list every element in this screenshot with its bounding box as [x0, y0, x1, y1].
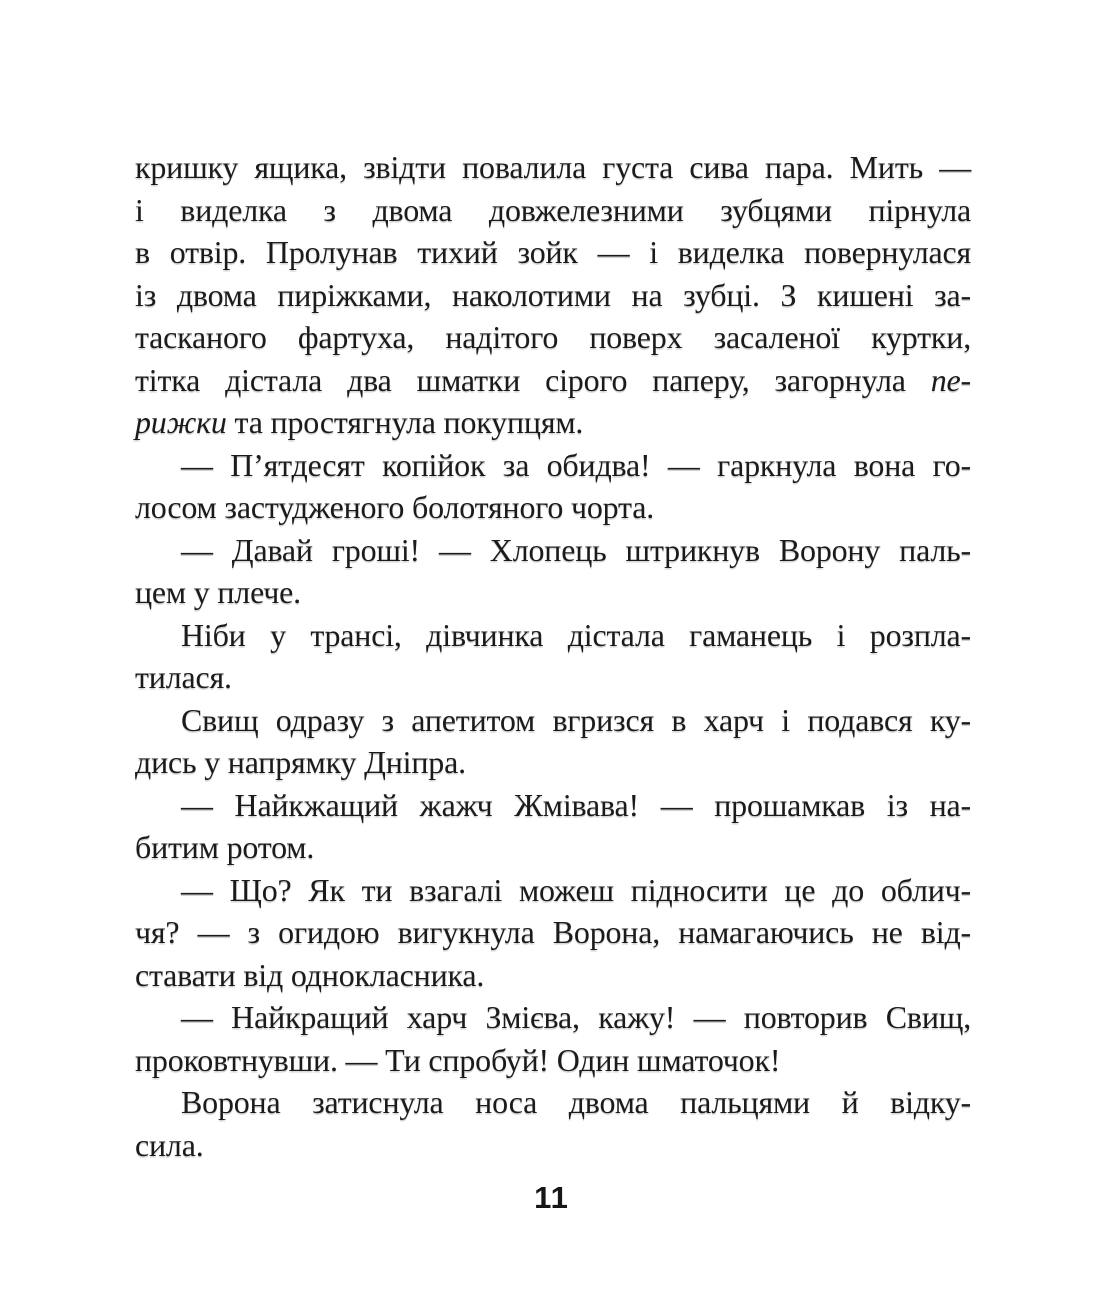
text-segment: — Що? Як ти взагалі можеш підносити це до облич-: [181, 871, 971, 908]
text-segment: проковтнувши. — Ти спробуй! Один шматочок!: [135, 1041, 781, 1078]
text-segment: лосом застудженого болотяного чорта.: [135, 489, 655, 525]
text-segment: Ворона затиснула носа двома пальцями й відку-: [181, 1084, 971, 1120]
text-line: [135, 656, 971, 699]
text-line: [135, 189, 971, 232]
text-line: [135, 359, 971, 402]
text-segment: та простягнула покупцям.: [226, 404, 584, 440]
text-line: [135, 231, 971, 274]
text-line: [135, 316, 971, 359]
text-line: [135, 996, 971, 1039]
text-segment: кришку ящика, звідти повалила густа сива пара. Мить —: [135, 149, 971, 185]
italic-text-segment: пе-: [930, 361, 971, 398]
text-segment: тилася.: [135, 659, 232, 695]
text-line: [135, 274, 971, 317]
text-segment: — Давай гроші! — Хлопець штрикнув Ворону паль-: [181, 531, 971, 568]
text-segment: із двома пиріжками, наколотими на зубці. З кишені за-: [135, 276, 971, 313]
text-segment: тітка дістала два шматки сірого паперу, загорнула: [135, 361, 931, 398]
text-segment: — Найкжащий жажч Жмівава! — прошамкав із на-: [181, 786, 971, 823]
page-text: [135, 146, 971, 1166]
text-line: [135, 146, 971, 189]
text-segment: тасканого фартуха, надітого поверх засаленої куртки,: [135, 319, 971, 355]
text-segment: — П’ятдесят копійок за обидва! — гаркнула вона го-: [181, 446, 971, 483]
text-line: [135, 614, 971, 657]
text-line: [135, 1039, 971, 1082]
text-segment: сила.: [135, 1126, 204, 1163]
italic-text-segment: рижки: [135, 404, 227, 440]
text-line: [135, 444, 971, 487]
text-line: [135, 1081, 971, 1124]
text-line: [135, 741, 971, 784]
text-segment: дись у напрямку Дніпра.: [135, 744, 466, 780]
text-line: [135, 869, 971, 912]
text-line: [135, 911, 971, 954]
text-segment: і виделка з двома довжелезними зубцями пірнула: [135, 191, 971, 228]
text-segment: Ніби у трансі, дівчинка дістала гаманець і розпла-: [181, 616, 971, 653]
page-number: 11: [534, 1180, 569, 1215]
text-segment: в отвір. Пролунав тихий зойк — і виделка повернулася: [135, 234, 971, 270]
text-segment: ставати від однокласника.: [135, 956, 485, 993]
text-line: [135, 954, 971, 997]
text-line: [135, 571, 971, 614]
text-line: [135, 529, 971, 572]
text-segment: цем у плече.: [135, 574, 301, 610]
text-line: [135, 826, 971, 869]
text-segment: чя? — з огидою вигукнула Ворона, намагаючись не від-: [135, 914, 971, 950]
text-segment: Свищ одразу з апетитом вгризся в харч і подався ку-: [181, 701, 971, 738]
text-line: [135, 1124, 971, 1167]
text-segment: — Найкращий харч Змієва, кажу! — повторив Свищ,: [181, 999, 971, 1035]
text-line: [135, 699, 971, 742]
text-line: [135, 486, 971, 529]
text-segment: битим ротом.: [135, 829, 315, 865]
text-line: [135, 784, 971, 827]
text-line: [135, 401, 971, 444]
